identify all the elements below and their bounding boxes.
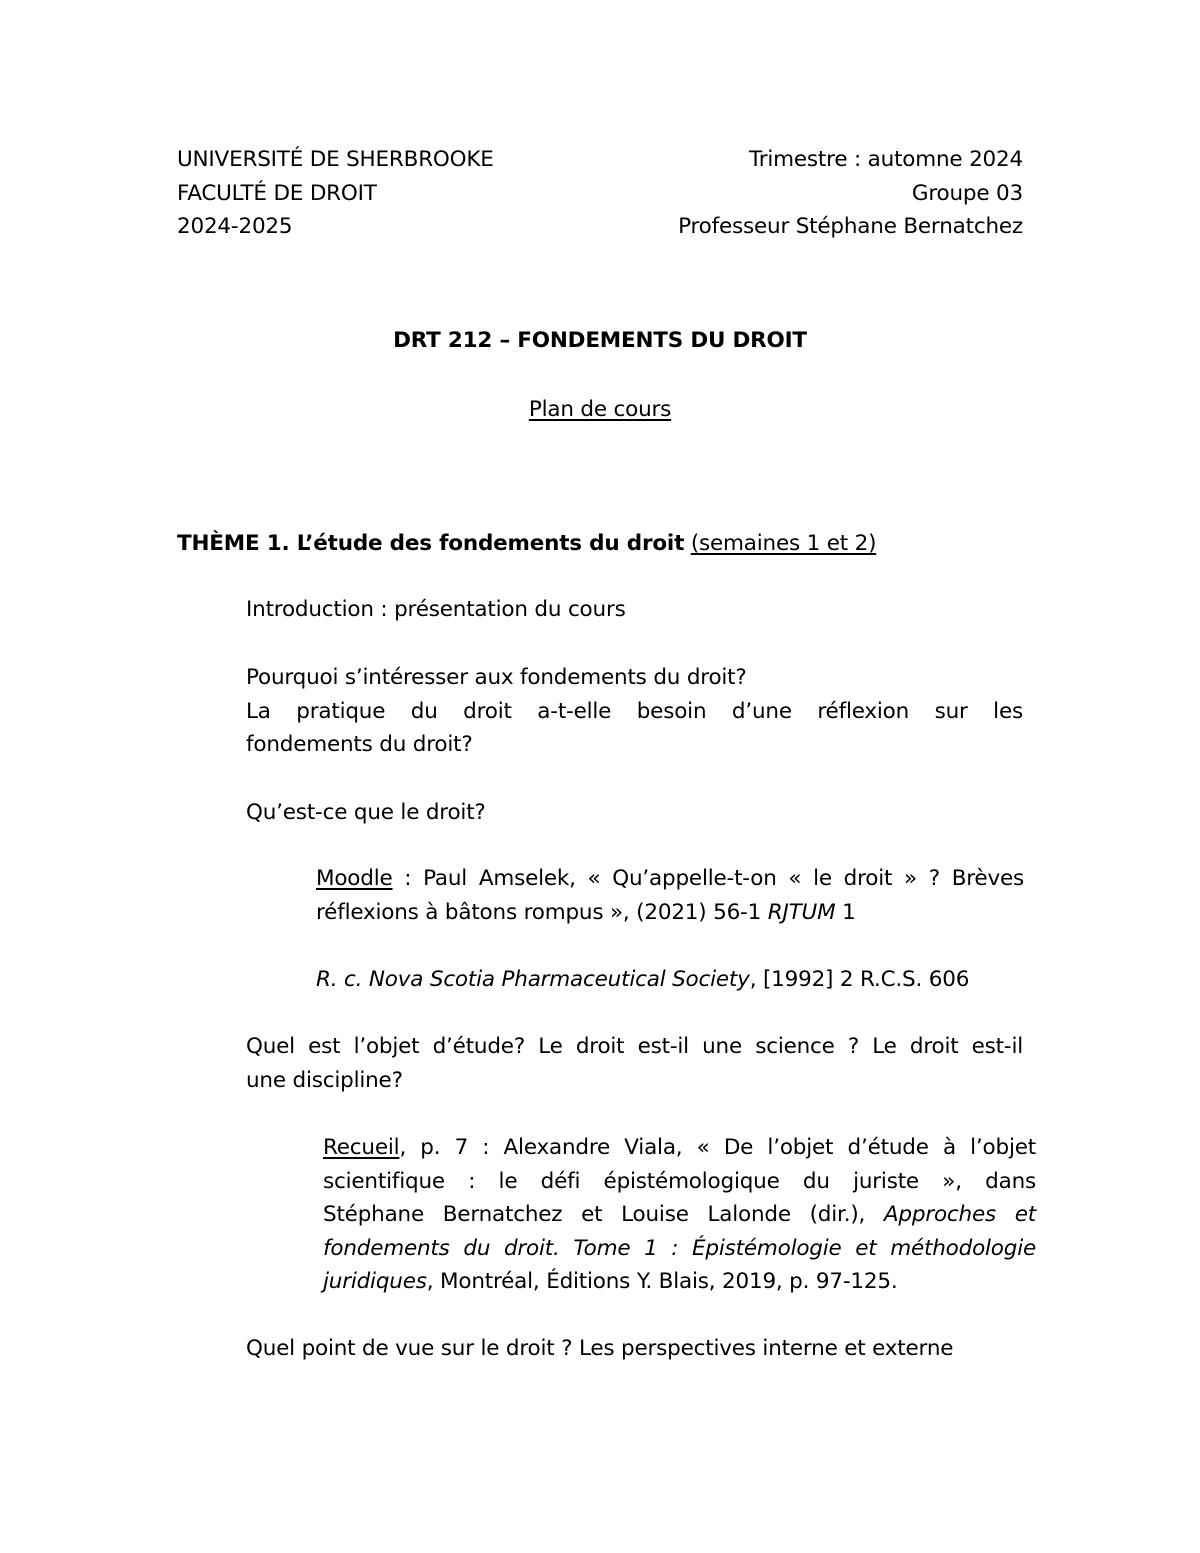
case-ref-line [316, 963, 1024, 997]
faculty-name: FACULTÉ DE DROIT [177, 180, 377, 206]
why-paragraph [246, 661, 1023, 762]
term: Trimestre : automne 2024 [748, 147, 1023, 172]
what-is-law-paragraph [246, 796, 1023, 830]
recueil-source: Recueil [323, 1135, 400, 1160]
course-title: DRT 212 – FONDEMENTS DU DROIT [393, 328, 807, 353]
moodle-ref-line-2 [316, 896, 1024, 930]
why-line-1: Pourquoi s’intéresser aux fondements du droit? [246, 665, 747, 690]
moodle-ref-journal: RJTUM [767, 899, 836, 925]
university-name: UNIVERSITÉ DE SHERBROOKE [177, 147, 494, 172]
recueil-ref-line5-italic: juridiques [323, 1269, 427, 1294]
intro-paragraph [246, 593, 1023, 627]
recueil-ref-line3-italic: Approches et [883, 1202, 1037, 1227]
moodle-reference [316, 862, 1024, 929]
group: Groupe 03 [911, 180, 1023, 206]
theme-1-heading [177, 527, 876, 561]
professor: Professeur Stéphane Bernatchez [678, 214, 1023, 239]
object-question-paragraph [246, 1030, 1023, 1097]
header-right [678, 143, 1023, 244]
academic-year: 2024-2025 [177, 214, 293, 239]
recueil-reference [323, 1131, 1036, 1299]
case-citation: , [1992] 2 R.C.S. 606 [749, 967, 970, 992]
viewpoint-question-paragraph [246, 1332, 1023, 1366]
theme-1-weeks: (semaines 1 et 2) [690, 531, 877, 556]
object-q-line-1: Quel est l’objet d’étude? Le droit est-il une science ? Le droit est-il [246, 1034, 1023, 1059]
object-q-line-2: une discipline? [246, 1067, 403, 1093]
recueil-ref-line-4: fondements du droit. Tome 1 : Épistémologie et méthodologie [323, 1235, 1036, 1261]
case-reference [316, 963, 1024, 997]
recueil-ref-line-1 [323, 1131, 1036, 1165]
theme-1-label: THÈME 1. L’étude des fondements du droit [177, 531, 685, 556]
recueil-ref-line-5 [323, 1265, 1036, 1299]
case-name: R. c. Nova Scotia Pharmaceutical Society [316, 967, 750, 992]
moodle-ref-line2-tail: 1 [835, 899, 856, 925]
moodle-ref-line2-text: réflexions à bâtons rompus », (2021) 56-1 [316, 899, 768, 925]
viewpoint-q-text: Quel point de vue sur le droit ? Les perspectives interne et externe [246, 1336, 954, 1361]
recueil-ref-line-2: scientifique : le défi épistémologique du juriste », dans [323, 1168, 1036, 1194]
header-left [177, 143, 494, 244]
recueil-ref-line5-tail: , Montréal, Éditions Y. Blais, 2019, p. 97-125. [426, 1269, 898, 1294]
why-line-2b: fondements du droit? [246, 732, 473, 757]
moodle-source: Moodle [316, 866, 393, 891]
plan-title-text: Plan de cours [528, 397, 672, 422]
recueil-ref-line3-text: Stéphane Bernatchez et Louise Lalonde (dir.), [323, 1202, 884, 1227]
recueil-ref-line1-rest: , p. 7 : Alexandre Viala, « De l’objet d’étude à l’objet [399, 1135, 1036, 1160]
intro-text: Introduction : présentation du cours [246, 597, 626, 622]
recueil-ref-line-3 [323, 1198, 1036, 1232]
what-is-law-text: Qu’est-ce que le droit? [246, 800, 486, 825]
moodle-ref-line1-rest: : Paul Amselek, « Qu’appelle-t-on « le droit » ? Brèves [392, 866, 1024, 891]
why-line-2a: La pratique du droit a-t-elle besoin d’une réflexion sur les [246, 698, 1023, 724]
moodle-ref-line-1 [316, 862, 1024, 896]
plan-title [0, 393, 1200, 427]
